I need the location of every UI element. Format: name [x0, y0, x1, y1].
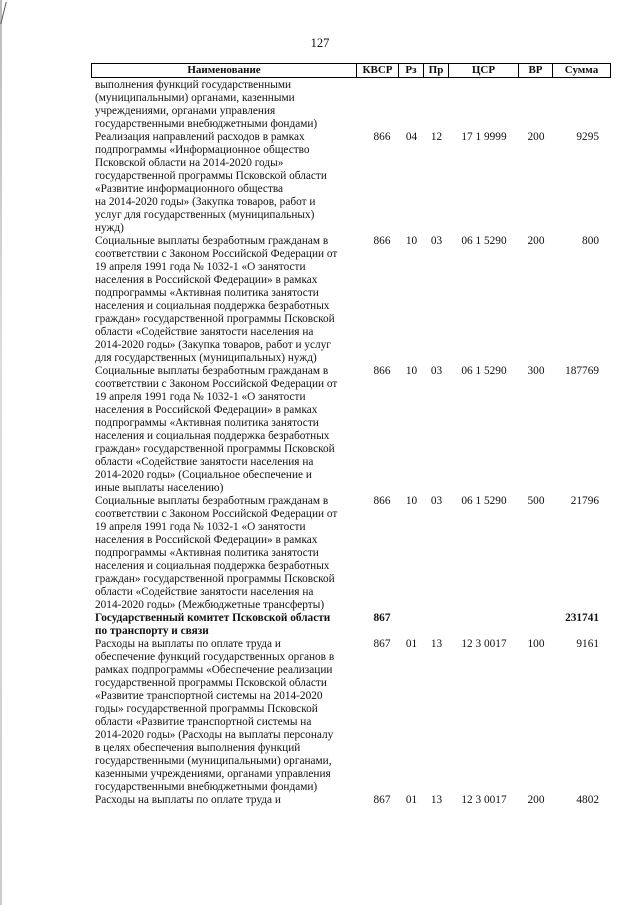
row-name — [95, 612, 357, 638]
row-name-line: 19 апреля 1991 года № 1032-1 «О занятости — [95, 391, 306, 403]
table-header — [91, 63, 611, 78]
table-row — [95, 79, 605, 131]
row-sum: 4802 — [576, 794, 599, 806]
row-rz: 10 — [405, 365, 418, 377]
row-name-line: выполнения функций государственными — [95, 79, 292, 91]
row-name-line: государственной программы Псковской области — [95, 677, 327, 689]
row-name-line: области «Содействие занятости населения на — [95, 586, 314, 598]
row-name-line: «Развитие информационного общества — [95, 183, 284, 195]
row-name-line: населения в Российской Федерации» в рамках — [95, 274, 318, 286]
table-row — [95, 495, 605, 612]
row-name-line: населения и социальная поддержка безработных — [95, 560, 330, 572]
row-name-line: учреждениями, органами управления — [95, 105, 276, 117]
row-name-line: услуг для государственных (муниципальных) — [95, 209, 315, 221]
row-rz: 01 — [405, 794, 418, 806]
row-name-line: населения в Российской Федерации» в рамках — [95, 534, 318, 546]
row-name-line: в целях обеспечения выполнения функций — [95, 742, 301, 754]
row-name-line: населения и социальная поддержка безработных — [95, 300, 330, 312]
row-name-line: Государственный комитет Псковской области — [95, 612, 331, 624]
row-name — [95, 79, 357, 131]
row-name-line: 2014-2020 годы» (Расходы на выплаты персоналу — [95, 729, 334, 741]
row-name-line: подпрограммы «Активная политика занятости — [95, 547, 319, 559]
row-name-line: населения и социальная поддержка безработных — [95, 430, 330, 442]
row-name-line: годы» государственной программы Псковской — [95, 703, 318, 715]
row-name-line: соответствии с Законом Российской Федерации от — [95, 248, 338, 260]
row-name-line: Социальные выплаты безработным гражданам в — [95, 365, 329, 377]
table-row — [95, 612, 605, 638]
row-pr: 03 — [430, 495, 443, 507]
header-pr: Пр — [423, 64, 448, 77]
row-name-line: Расходы на выплаты по оплате труда и — [95, 638, 281, 650]
row-name-line: 2014-2020 годы» (Социальное обеспечение и — [95, 469, 312, 481]
row-csr: 06 1 5290 — [461, 495, 507, 507]
row-sum: 187769 — [565, 365, 599, 377]
header-vr: ВР — [518, 64, 552, 77]
row-name-line: Социальные выплаты безработным гражданам в — [95, 235, 329, 247]
row-csr: 12 3 0017 — [461, 794, 507, 806]
row-kvsr: 866 — [373, 495, 391, 507]
row-name-line: Псковской области на 2014-2020 годы» — [95, 157, 284, 169]
row-vr: 200 — [527, 794, 545, 806]
row-rz: 10 — [405, 495, 418, 507]
row-name — [95, 794, 357, 807]
row-name-line: подпрограммы «Активная политика занятости — [95, 287, 319, 299]
row-name-line: области «Содействие занятости населения на — [95, 456, 314, 468]
row-rz: 04 — [405, 131, 418, 143]
row-name-line: Реализация направлений расходов в рамках — [95, 131, 305, 143]
row-kvsr: 867 — [373, 612, 391, 624]
row-name-line: 2014-2020 годы» (Закупка товаров, работ и услуг — [95, 339, 331, 351]
row-csr: 06 1 5290 — [461, 365, 507, 377]
page-number: 127 — [310, 36, 330, 50]
row-name — [95, 131, 357, 235]
row-pr: 13 — [430, 638, 443, 650]
row-sum: 9161 — [576, 638, 599, 650]
row-csr: 17 1 9999 — [461, 131, 507, 143]
row-sum: 9295 — [576, 131, 599, 143]
row-name — [95, 638, 357, 794]
row-name-line: обеспечение функций государственных органов в — [95, 651, 335, 663]
row-pr: 12 — [430, 131, 443, 143]
row-name-line: казенными учреждениями, органами управления — [95, 768, 331, 780]
row-name-line: «Развитие транспортной системы на 2014-2020 — [95, 690, 323, 702]
row-name — [95, 495, 357, 612]
row-rz: 10 — [405, 235, 418, 247]
scan-mark — [0, 2, 14, 24]
row-kvsr: 866 — [373, 365, 391, 377]
row-vr: 100 — [527, 638, 545, 650]
row-pr: 03 — [430, 365, 443, 377]
table-row — [95, 235, 605, 365]
row-name-line: государственными внебюджетными фондами) — [95, 781, 318, 793]
row-name-line: 19 апреля 1991 года № 1032-1 «О занятости — [95, 521, 306, 533]
row-kvsr: 866 — [373, 131, 391, 143]
row-name-line: области «Развитие транспортной системы на — [95, 716, 312, 728]
row-vr: 200 — [527, 131, 545, 143]
header-kvsr: КВСР — [356, 64, 398, 77]
row-name-line: Расходы на выплаты по оплате труда и — [95, 794, 281, 806]
row-name-line: области «Содействие занятости населения на — [95, 326, 314, 338]
row-sum: 21796 — [570, 495, 599, 507]
row-name-line: соответствии с Законом Российской Федерации от — [95, 378, 338, 390]
row-name-line: (муниципальными) органами, казенными — [95, 92, 295, 104]
row-name-line: 19 апреля 1991 года № 1032-1 «О занятости — [95, 261, 306, 273]
row-rz: 01 — [405, 638, 418, 650]
row-vr: 500 — [527, 495, 545, 507]
header-csr: ЦСР — [448, 64, 518, 77]
row-name-line: граждан» государственной программы Псковской — [95, 573, 335, 585]
row-name-line: соответствии с Законом Российской Федерации от — [95, 508, 338, 520]
row-name-line: государственными внебюджетными фондами) — [95, 118, 318, 130]
scan-edge — [0, 0, 2, 905]
row-name-line: граждан» государственной программы Псковской — [95, 313, 335, 325]
row-csr: 06 1 5290 — [461, 235, 507, 247]
row-name-line: для государственных (муниципальных) нужд) — [95, 352, 317, 364]
row-name-line: государственными (муниципальными) органами, — [95, 755, 332, 767]
row-name-line: по транспорту и связи — [95, 625, 209, 637]
header-name: Наименование — [187, 64, 261, 76]
header-rz: Рз — [398, 64, 423, 77]
row-name-line: населения в Российской Федерации» в рамках — [95, 404, 318, 416]
row-kvsr: 867 — [373, 794, 391, 806]
row-name-line: Социальные выплаты безработным гражданам в — [95, 495, 329, 507]
table-row — [95, 794, 605, 807]
row-name-line: рамках подпрограммы «Обеспечение реализации — [95, 664, 333, 676]
table-row — [95, 131, 605, 235]
row-vr: 300 — [527, 365, 545, 377]
row-vr: 200 — [527, 235, 545, 247]
row-kvsr: 866 — [373, 235, 391, 247]
table-row — [95, 365, 605, 495]
row-name — [95, 365, 357, 495]
row-name-line: граждан» государственной программы Псковской — [95, 443, 335, 455]
row-name-line: 2014-2020 годы» (Межбюджетные трансферты) — [95, 599, 325, 611]
table-row — [95, 638, 605, 794]
row-sum: 231741 — [565, 612, 599, 624]
row-name-line: нужд) — [95, 222, 124, 234]
row-sum: 800 — [582, 235, 599, 247]
row-name-line: государственной программы Псковской области — [95, 170, 327, 182]
row-name-line: подпрограммы «Активная политика занятости — [95, 417, 319, 429]
row-kvsr: 867 — [373, 638, 391, 650]
row-pr: 13 — [430, 794, 443, 806]
table-body — [95, 79, 605, 807]
row-name-line: иные выплаты населению) — [95, 482, 224, 494]
row-pr: 03 — [430, 235, 443, 247]
row-name-line: подпрограммы «Информационное общество — [95, 144, 310, 156]
header-sum: Сумма — [552, 64, 610, 77]
row-name-line: на 2014-2020 годы» (Закупка товаров, работ и — [95, 196, 316, 208]
row-csr: 12 3 0017 — [461, 638, 507, 650]
row-name — [95, 235, 357, 365]
